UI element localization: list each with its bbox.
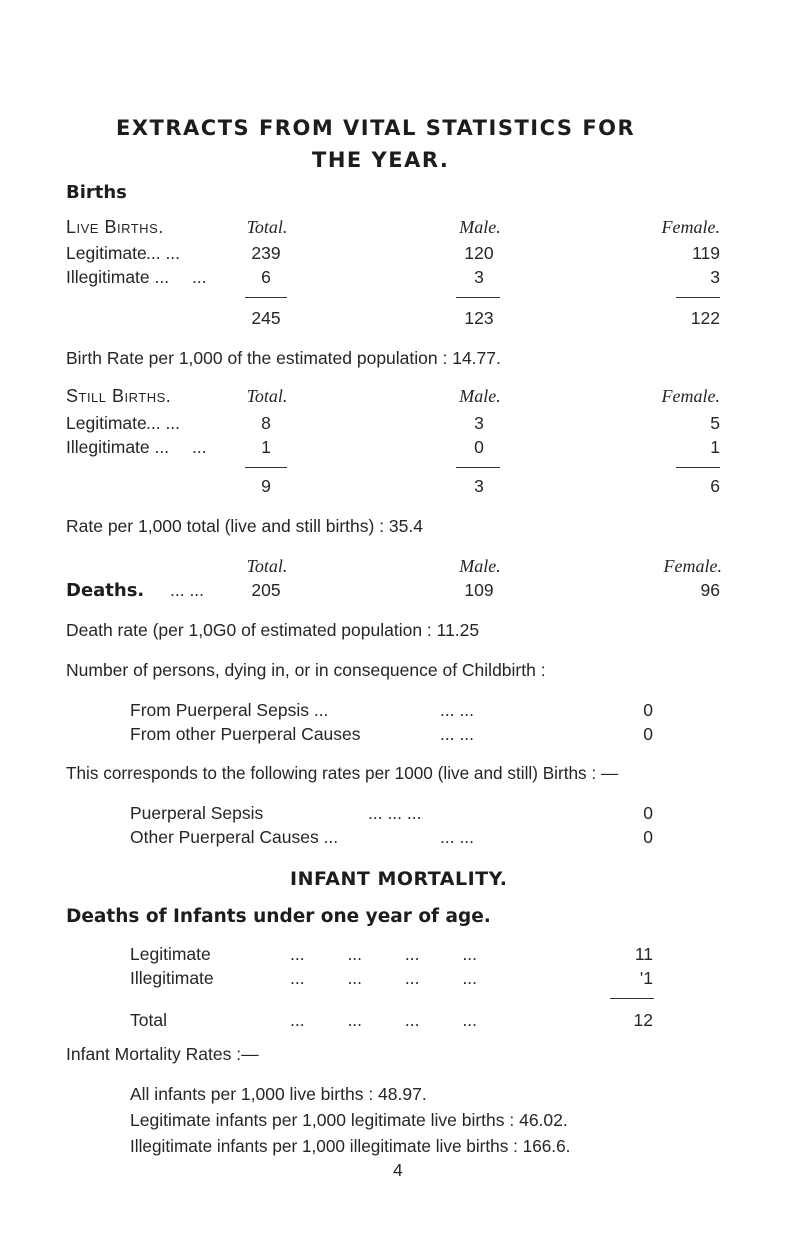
childbirth-intro: Number of persons, dying in, or in consequence of Childbirth : [66, 660, 546, 680]
still-sum-female: 6 [710, 476, 720, 496]
birth-rate-text: Birth Rate per 1,000 of the estimated population : 14.77. [66, 348, 501, 368]
childbirth-row-label: From Puerperal Sepsis ... [130, 700, 329, 720]
infant-rate-line: Legitimate infants per 1,000 legitimate live births : 46.02. [130, 1110, 568, 1130]
childbirth-row-leader: ... ... [440, 724, 475, 744]
infant-row-leader: ... ... ... ... [290, 968, 477, 988]
live-total-rule [245, 297, 287, 298]
death-rate-text: Death rate (per 1,0G0 of estimated population : 11.25 [66, 620, 480, 640]
still-row-legitimate-female: 5 [710, 413, 720, 433]
infant-row-value: '1 [639, 968, 653, 988]
live-col-total: Total. [246, 217, 288, 237]
infant-row-value: 11 [634, 944, 653, 964]
childbirth-rate-value: 0 [643, 803, 653, 823]
page-title-line1: EXTRACTS FROM VITAL STATISTICS FOR [116, 116, 636, 140]
childbirth-row-value: 0 [643, 724, 653, 744]
live-sum-male: 123 [464, 308, 494, 328]
still-sum-total: 9 [261, 476, 271, 496]
still-row-illegitimate-male: 0 [474, 437, 484, 457]
live-col-male: Male. [459, 217, 501, 237]
still-row-legitimate-leader: ... ... [146, 413, 181, 433]
live-row-legitimate-total: 239 [251, 243, 281, 263]
still-row-legitimate-label: Legitimate [66, 413, 147, 433]
live-row-illegitimate-total: 6 [261, 267, 271, 287]
infant-mortality-title: INFANT MORTALITY. [290, 868, 508, 890]
deaths-total: 205 [251, 580, 281, 600]
live-row-legitimate-female: 119 [692, 243, 720, 263]
still-row-illegitimate-label: Illegitimate ... [66, 437, 170, 457]
childbirth-row-value: 0 [643, 700, 653, 720]
childbirth-rate-leader: ... ... ... [368, 803, 422, 823]
childbirth-rates-intro: This corresponds to the following rates per 1000 (live and still) Births : — [66, 763, 619, 783]
infant-row-leader: ... ... ... ... [290, 944, 477, 964]
infant-row-label: Legitimate [130, 944, 211, 964]
still-male-rule [456, 467, 500, 468]
live-births-label: Live Births. [66, 217, 164, 237]
infant-rate-line: All infants per 1,000 live births : 48.97. [130, 1084, 427, 1104]
live-row-legitimate-male: 120 [464, 243, 494, 263]
deaths-leader: ... ... [170, 580, 205, 600]
infant-total-rule [610, 998, 654, 999]
page-title-line2: THE YEAR. [312, 148, 450, 172]
live-row-illegitimate-label: Illegitimate ... [66, 267, 170, 287]
infant-deaths-subheading: Deaths of Infants under one year of age. [66, 906, 491, 927]
infant-rate-line: Illegitimate infants per 1,000 illegitimate live births : 166.6. [130, 1136, 571, 1156]
live-row-illegitimate-female: 3 [710, 267, 720, 287]
deaths-female: 96 [700, 580, 720, 600]
still-row-illegitimate-total: 1 [261, 437, 271, 457]
page-number: 4 [393, 1160, 403, 1180]
still-row-illegitimate-female: 1 [710, 437, 720, 457]
infant-rates-label: Infant Mortality Rates :— [66, 1044, 259, 1064]
still-col-total: Total. [246, 386, 288, 406]
live-row-illegitimate-male: 3 [474, 267, 484, 287]
deaths-col-total: Total. [246, 556, 288, 576]
infant-total-value: 12 [633, 1010, 653, 1030]
childbirth-row-label: From other Puerperal Causes [130, 724, 361, 744]
live-row-legitimate-label: Legitimate [66, 243, 147, 263]
births-heading: Births [66, 182, 127, 203]
childbirth-rate-label: Puerperal Sepsis [130, 803, 264, 823]
still-sum-male: 3 [474, 476, 484, 496]
live-row-illegitimate-leader: ... [192, 267, 207, 287]
infant-row-label: Illegitimate [130, 968, 214, 988]
childbirth-rate-value: 0 [643, 827, 653, 847]
still-row-legitimate-total: 8 [261, 413, 271, 433]
childbirth-rate-leader: ... ... [440, 827, 475, 847]
still-rate-text: Rate per 1,000 total (live and still births) : 35.4 [66, 516, 423, 536]
still-col-male: Male. [459, 386, 501, 406]
still-births-label: Still Births. [66, 386, 172, 406]
live-sum-total: 245 [251, 308, 281, 328]
infant-total-label: Total [130, 1010, 167, 1030]
still-female-rule [676, 467, 720, 468]
still-col-female: Female. [661, 386, 720, 406]
deaths-heading: Deaths. [66, 580, 145, 601]
deaths-col-male: Male. [459, 556, 501, 576]
deaths-col-female: Female. [663, 556, 722, 576]
still-total-rule [245, 467, 287, 468]
still-row-legitimate-male: 3 [474, 413, 484, 433]
infant-total-leader: ... ... ... ... [290, 1010, 477, 1030]
live-sum-female: 122 [690, 308, 720, 328]
still-row-illegitimate-leader: ... [192, 437, 207, 457]
childbirth-row-leader: ... ... [440, 700, 475, 720]
live-row-legitimate-leader: ... ... [146, 243, 181, 263]
live-male-rule [456, 297, 500, 298]
deaths-male: 109 [464, 580, 494, 600]
childbirth-rate-label: Other Puerperal Causes ... [130, 827, 339, 847]
live-female-rule [676, 297, 720, 298]
live-col-female: Female. [661, 217, 720, 237]
